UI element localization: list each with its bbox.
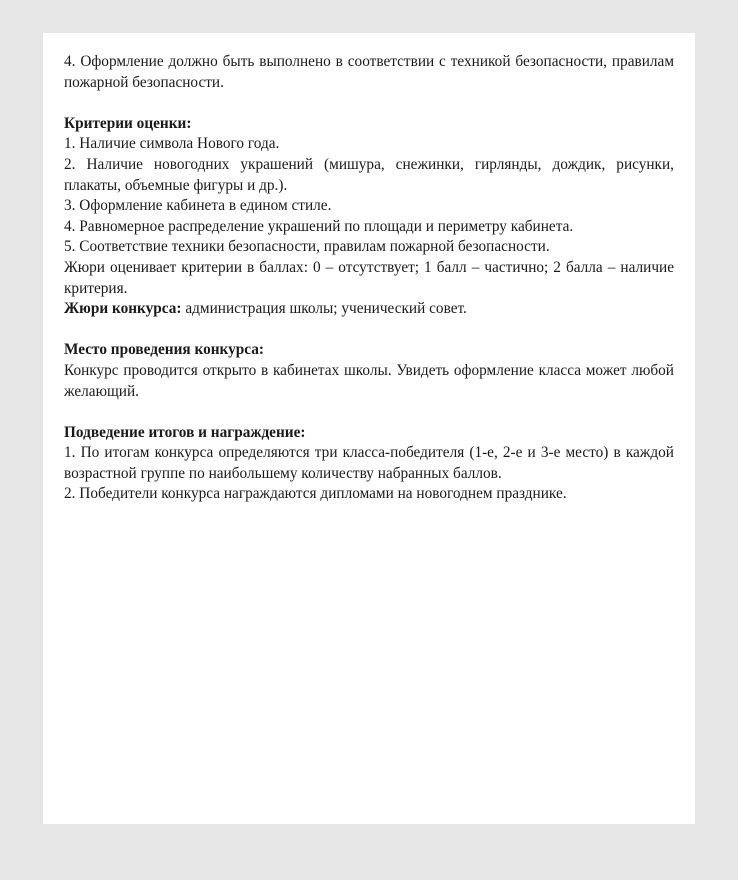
jury-line (64, 299, 674, 320)
criteria-item-2: 2. Наличие новогодних украшений (мишура, снежинки, гирлянды, дождик, рисунки, плакаты, объемные фигуры и др.). (64, 155, 674, 194)
spacer (64, 402, 674, 423)
venue-heading: Место проведения конкурса: (64, 341, 265, 359)
results-item-2: 2. Победители конкурса награждаются дипломами на новогоднем празднике. (64, 485, 567, 503)
venue-text: Конкурс проводится открыто в кабинетах школы. Увидеть оформление класса может любой желающий. (64, 361, 674, 400)
criteria-item-1: 1. Наличие символа Нового года. (64, 135, 280, 153)
jury-label: Жюри конкурса: (64, 300, 182, 318)
intro-item: 4. Оформление должно быть выполнено в соответствии с техникой безопасности, правилам пожарной безопасности. (64, 53, 674, 91)
scoring-text: Жюри оценивает критерии в баллах: 0 – отсутствует; 1 балл – частично; 2 балла – наличие критерия. (64, 258, 674, 297)
criteria-item-5: 5. Соответствие техники безопасности, правилам пожарной безопасности. (64, 238, 550, 256)
document-page (43, 33, 695, 824)
criteria-heading: Критерии оценки: (64, 114, 192, 132)
criteria-item-4: 4. Равномерное распределение украшений по площади и периметру кабинета. (64, 217, 574, 235)
criteria-item-3: 3. Оформление кабинета в едином стиле. (64, 197, 332, 215)
spacer (64, 93, 674, 114)
spacer (64, 320, 674, 341)
jury-text: администрация школы; ученический совет. (181, 300, 467, 318)
results-heading: Подведение итогов и награждение: (64, 423, 306, 441)
results-item-1: 1. По итогам конкурса определяются три класса-победителя (1-е, 2-е и 3-е место) в каждой возрастной группе по наибольшему количеству набранных баллов. (64, 444, 674, 482)
